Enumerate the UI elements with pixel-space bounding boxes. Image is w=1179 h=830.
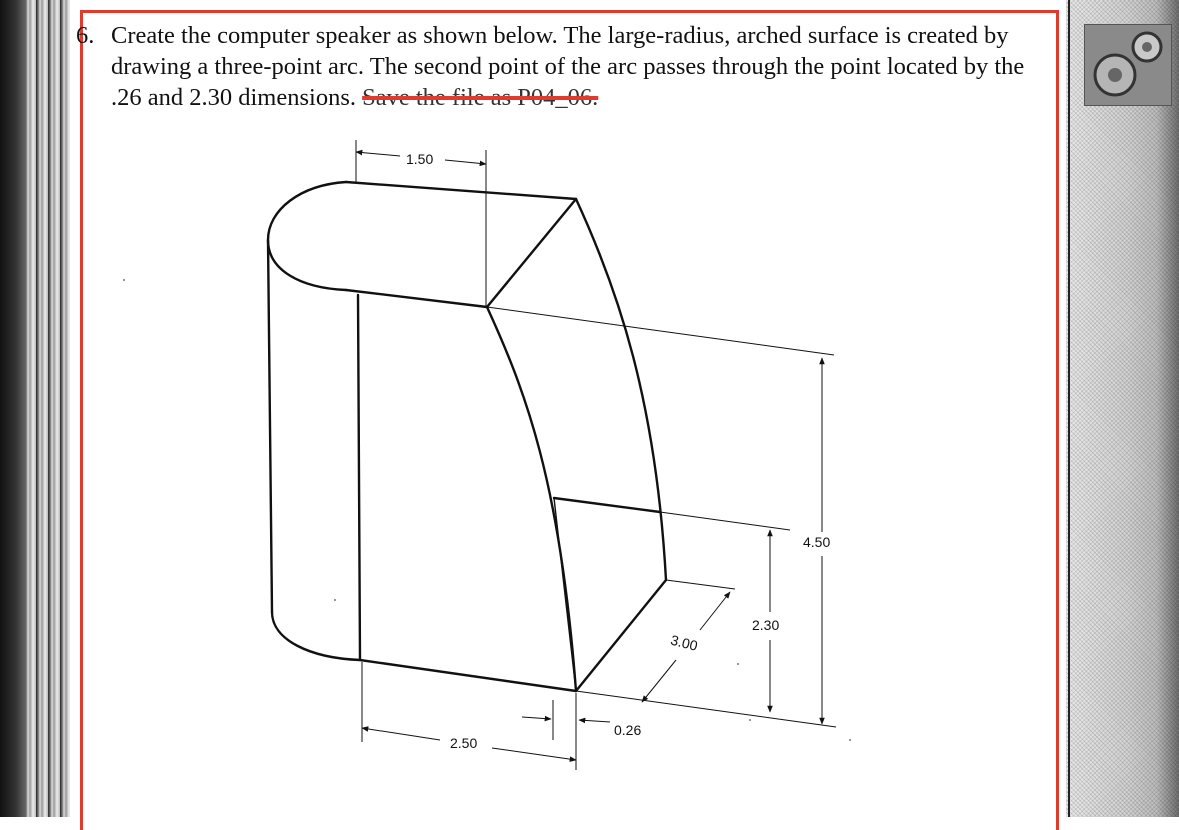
dim-label-top-width: 1.50 [406, 151, 434, 167]
extension-height-top [487, 307, 834, 355]
top-front-edge [346, 290, 487, 307]
dim-label-arc-offset: 0.26 [614, 722, 642, 738]
dim-label-arc-height: 2.30 [752, 617, 780, 633]
dim-label-bottom-width: 2.50 [450, 735, 478, 751]
extension-mid [660, 512, 790, 530]
top-diagonal-edge [487, 199, 576, 307]
top-back-edge [346, 182, 576, 199]
bottom-front-edge [360, 660, 576, 691]
problem-text-struck: Save the file as P04_06. [362, 84, 599, 111]
front-left-vertical [358, 295, 360, 660]
top-left-curve [268, 182, 346, 290]
bottom-right-edge [576, 580, 666, 691]
step-vertical-edge [554, 498, 576, 691]
step-top-edge [554, 498, 660, 512]
problem-number: 6. [76, 22, 95, 49]
dim-label-depth: 3.00 [668, 631, 700, 654]
dim-line-offset-left [522, 717, 551, 719]
problem-text-main: Create the computer speaker as shown below. The large-radius, arched surface is created by drawing a three-point arc. The second point of the arc passes through the point located by the .26 and 2.30 dimensions. [111, 22, 1025, 111]
arc-outer-edge [576, 199, 666, 580]
dim-line-offset-right [579, 720, 610, 722]
left-outer-edge [268, 240, 272, 612]
bottom-left-curve [272, 612, 360, 660]
dim-label-total-height: 4.50 [803, 534, 831, 550]
extension-depth [666, 580, 735, 589]
